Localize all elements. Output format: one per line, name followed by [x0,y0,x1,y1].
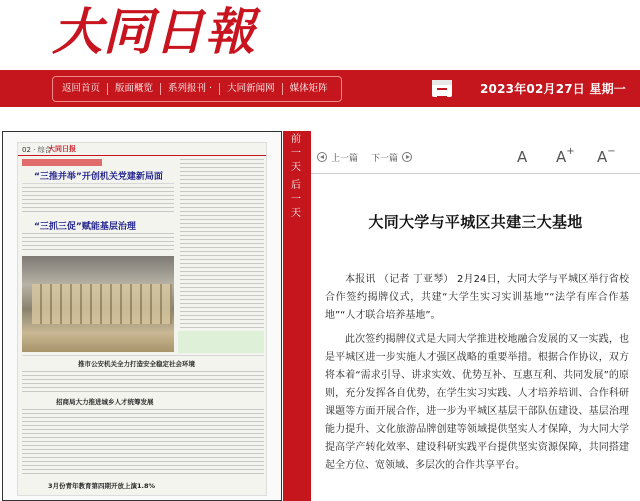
date-display [432,80,626,97]
paper-masthead: 大同日报 [48,145,76,153]
next-article-button[interactable] [371,151,412,164]
paper-headline[interactable]: 招商局大力推进城乡人才统筹发展 [56,398,154,406]
paper-rule [18,155,267,156]
paper-text-block [22,371,264,393]
paper-text-block [22,187,174,213]
paper-photo[interactable] [22,256,174,352]
paper-headline[interactable]: 3月份青年教育第四期开放上演1.8% [48,482,156,490]
paper-rule [22,355,264,356]
newspaper-page-image[interactable] [17,142,267,496]
nav-media[interactable]: 媒体矩阵 [289,83,328,94]
paper-text-block [22,409,264,475]
site-logo[interactable]: 大同日報 [52,2,256,61]
paper-text-column [180,159,264,329]
site-header [0,0,640,70]
nav-newsnet[interactable]: 大同新闻网 [227,83,275,94]
article-body [325,271,629,481]
nav-overview[interactable]: 版面概览 [115,83,154,94]
paper-text-block [22,233,174,253]
arrow-right-icon [402,152,412,162]
prev-day-link[interactable]: 前一天 [291,134,301,173]
arrow-left-icon [317,152,327,162]
font-normal-button[interactable]: A [517,148,528,166]
next-article-label: 下一篇 [371,153,399,164]
paper-headline[interactable]: “三推并举”开创机关党建新局面 [34,172,163,182]
article-paragraph: 本报讯 （记者 丁亚琴） 2月24日，大同大学与平城区举行省校合作签约揭牌仪式，共建“大学生实习实训基地”“法学有库合作基地”“人才联合培养基地”。 [325,274,629,321]
nav-menu [52,76,342,102]
paper-headline[interactable]: “三抓三促”赋能基层治理 [34,222,136,232]
toolbar-divider [311,173,640,174]
prev-article-button[interactable] [317,151,358,164]
font-smaller-button[interactable]: A− [597,146,616,166]
paper-advertisement [178,331,264,353]
paper-section-tag [22,159,102,166]
day-switch-tab [283,131,311,501]
article-title: 大同大学与平城区共建三大基地 [368,213,583,231]
nav-series[interactable]: 系列报刊 · [168,83,213,94]
current-date: 2023年02月27日 星期一 [480,82,626,96]
paper-page-number: 02 · 综合 [22,146,52,154]
page-thumbnail-panel [2,131,282,501]
prev-article-label: 上一篇 [331,153,359,164]
next-day-link[interactable]: 后一天 [291,180,301,219]
paper-rule [22,183,174,184]
article-panel [311,131,640,501]
paper-headline[interactable]: 推市公安机关全力打造安全稳定社会环境 [78,360,195,368]
font-larger-button[interactable]: A+ [556,146,575,166]
article-toolbar [311,145,640,169]
nav-home[interactable]: 返回首页 [62,83,101,94]
article-paragraph: 此次签约揭牌仪式是大同大学推进校地融合发展的又一实践，也是平城区进一步实施人才强区战略的重要举措。根据合作协议，双方将本着“需求引导、讲求实效、优势互补、互惠互利、共同发展”的原则，充分发挥各自优势，在学生实习实践、人才培养培训、合作科研课题等方面开展合作，进一步为平城区基层干部队伍建设、基层治理能力提升、文化旅游品牌创建等领域提供坚实人才保障，为大同大学提高学产转化效率、建设科研实践平台提供坚实资源保障，共同搭建起全方位、宽领域、多层次的合作共享平台。 [325,334,629,471]
nav-bar [0,70,640,107]
calendar-icon[interactable] [432,80,452,97]
